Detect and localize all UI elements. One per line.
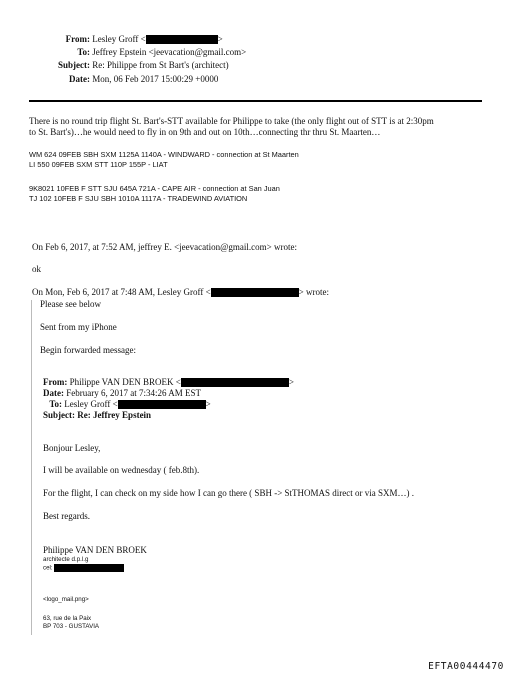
header-divider bbox=[29, 100, 482, 102]
flight-line: TJ 102 10FEB F SJU SBH 1010A 1117A - TRADEWIND AVIATION bbox=[29, 194, 248, 203]
signature-address-line: 63, rue de la Paix bbox=[43, 615, 92, 622]
reply-attribution-end: > wrote: bbox=[298, 287, 329, 297]
forwarded-date-label: Date: bbox=[43, 388, 64, 398]
forwarded-from-row bbox=[43, 377, 294, 388]
forwarded-from-value: Philippe VAN DEN BROEK < bbox=[69, 377, 181, 387]
forwarded-from-label: From: bbox=[43, 377, 68, 387]
header-from-row bbox=[38, 34, 223, 45]
forwarded-to-value: Lesley Groff < bbox=[64, 399, 118, 409]
header-subject-value: Re: Philippe from St Bart's (architect) bbox=[92, 60, 229, 70]
forwarded-date-row bbox=[43, 388, 201, 399]
flight-line: LI 550 09FEB SXM STT 110P 155P - LIAT bbox=[29, 160, 168, 169]
header-subject-label: Subject: bbox=[58, 60, 90, 70]
signature-address-line: BP 703 - GUSTAVIA bbox=[43, 623, 100, 630]
header-from-label: From: bbox=[65, 34, 90, 44]
header-from-close: > bbox=[217, 34, 223, 44]
header-from-value: Lesley Groff < bbox=[92, 34, 146, 44]
message-line: I will be available on wednesday ( feb.8th). bbox=[43, 465, 200, 475]
reply-attribution: On Feb 6, 2017, at 7:52 AM, jeffrey E. <jeevacation@gmail.com> wrote: bbox=[32, 242, 297, 252]
body-paragraph-line: to St. Bart's)…he would need to fly in on 9th and out on 10th…connecting thr thru St. Maarten… bbox=[29, 127, 381, 137]
reply-line: Please see below bbox=[40, 299, 101, 309]
forwarded-subject-row bbox=[43, 410, 151, 421]
header-to-value[interactable]: Jeffrey Epstein <jeevacation@gmail.com> bbox=[92, 47, 247, 57]
header-date-label: Date: bbox=[69, 74, 90, 84]
reply-text: ok bbox=[32, 264, 41, 274]
forwarded-from-close: > bbox=[288, 377, 294, 387]
signature-title: architecte d.p.l.g bbox=[43, 556, 89, 563]
flight-line: 9K8021 10FEB F STT SJU 645A 721A - CAPE AIR - connection at San Juan bbox=[29, 184, 280, 193]
forwarded-date-value: February 6, 2017 at 7:34:26 AM EST bbox=[66, 388, 201, 398]
redaction-box bbox=[118, 400, 206, 409]
message-greeting: Bonjour Lesley, bbox=[43, 443, 101, 453]
message-closing: Best regards. bbox=[43, 511, 90, 521]
quote-bar bbox=[31, 300, 32, 635]
signature-cel-row bbox=[43, 564, 124, 573]
reply-line: Begin forwarded message: bbox=[40, 345, 136, 355]
signature-logo-placeholder: <logo_mail.png> bbox=[43, 596, 89, 603]
signature-cel-label: cel: bbox=[43, 564, 53, 572]
reply-attribution bbox=[32, 287, 329, 298]
redaction-box bbox=[211, 288, 299, 297]
document-id: EFTA00444470 bbox=[428, 661, 504, 672]
header-date-row bbox=[38, 74, 218, 85]
reply-line: Sent from my iPhone bbox=[40, 322, 117, 332]
body-paragraph-line: There is no round trip flight St. Bart's-STT available for Philippe to take (the only flight out of STT is at 2:30pm bbox=[29, 116, 434, 126]
header-date-value: Mon, 06 Feb 2017 15:00:29 +0000 bbox=[92, 74, 219, 84]
forwarded-to-close: > bbox=[205, 399, 211, 409]
header-to-row bbox=[38, 47, 246, 58]
forwarded-to-row bbox=[43, 399, 211, 410]
header-subject-row bbox=[38, 60, 229, 71]
flight-line: WM 624 09FEB SBH SXM 1125A 1140A - WINDWARD - connection at St Maarten bbox=[29, 150, 299, 159]
message-line: For the flight, I can check on my side how I can go there ( SBH -> StTHOMAS direct or via SXM…) . bbox=[43, 488, 415, 498]
redaction-box bbox=[181, 378, 289, 387]
reply-attribution-start: On Mon, Feb 6, 2017 at 7:48 AM, Lesley Groff < bbox=[32, 287, 211, 297]
redaction-box bbox=[146, 35, 218, 44]
forwarded-subject-label: Subject: bbox=[43, 410, 75, 420]
forwarded-to-label: To: bbox=[49, 399, 62, 409]
header-to-label: To: bbox=[77, 47, 90, 57]
forwarded-subject-value: Re: Jeffrey Epstein bbox=[77, 410, 152, 420]
signature-name: Philippe VAN DEN BROEK bbox=[43, 545, 147, 555]
redaction-box bbox=[54, 564, 124, 572]
